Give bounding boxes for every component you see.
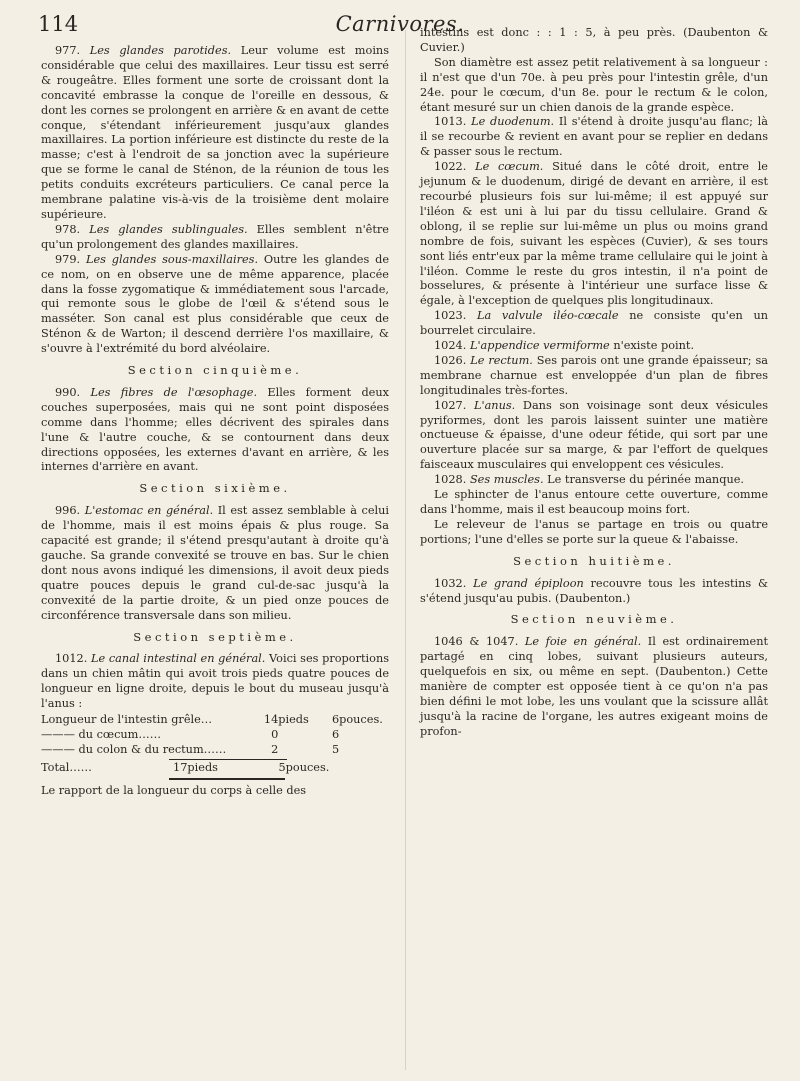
paragraph-sphincter: Le sphincter de l'anus entoure cette ouverture, comme dans l'homme, mais il est beaucoup moins fort. <box>420 488 768 516</box>
left-column <box>41 44 389 799</box>
paragraph-continuation: Le rapport de la longueur du corps à celle des <box>41 783 307 797</box>
ornamental-rule <box>169 778 285 780</box>
paragraph-1027: 1027. L'anus. Dans son voisinage sont deux vésicules pyriformes, dont les parois laissent suinter une matière onctueuse & épaisse, d'une odeur fétide, qui sort par une ouverture placée sur sa marge, & par l'effort de quelques faisceaux musculaires qui enveloppent ces vésicules. <box>420 398 769 472</box>
paragraph-979: 979. Les glandes sous-maxillaires. Outre les glandes de ce nom, on en observe une de même apparence, placée dans la fosse zygomatique & immédiatement sous l'arcade, qui remonte sous le globe de l'œil & s'étend sous le masséter. Son canal est plus considérable que ceux de Sténon & de Warton; il descend derrière l'os maxillaire, & s'ouvre à l'extrémité du bord alvéolaire. <box>41 252 389 356</box>
measure-row: ——— du cœcum…… 0 6 <box>41 727 340 741</box>
paragraph-1024: 1024. L'appendice vermiforme n'existe point. <box>434 339 695 353</box>
total-rule <box>169 759 287 760</box>
paragraph-990: 990. Les fibres de l'œsophage. Elles forment deux couches superposées, mais qui ne sont point disposées comme dans l'homme; elles décrivent des spirales dans l'une & l'autre couche, & se contournent dans deux directions opposées, les externes d'avant en arrière, & les internes d'arrière en avant. <box>41 385 390 474</box>
measure-row: Longueur de l'intestin grêle… 14 pieds 6 pouces. <box>41 713 383 727</box>
section-heading-9: Section neuvième. <box>510 612 678 627</box>
section-heading-5: Section cinquième. <box>127 363 303 378</box>
section-heading-6: Section sixième. <box>139 481 291 496</box>
paragraph-1013: 1013. Le duodenum. Il s'étend à droite jusqu'au flanc; là il se recourbe & revient en avant pour se replier en dedans & passer sous le rectum. <box>420 115 769 159</box>
measure-total: Total…… 17 pieds 5 pouces. <box>41 760 330 774</box>
paragraph-1028: 1028. Ses muscles. Le transverse du périnée manque. <box>434 473 744 487</box>
paragraph-continued: intestins est donc : : 1 : 5, à peu près. (Daubenton & Cuvier.) <box>420 26 768 54</box>
paragraph-diameter: Son diamètre est assez petit relativement à sa longueur : il n'est que d'un 70e. à peu près pour l'intestin grêle, d'un 24e. pour le cœcum, d'un 8e. pour le rectum & le colon, étant mesuré sur un chien danois de la grande espèce. <box>420 55 768 114</box>
intestine-measure-table <box>41 713 389 758</box>
paragraph-releveur: Le releveur de l'anus se partage en trois ou quatre portions; l'une d'elles se porte sur la queue & l'abaisse. <box>420 517 768 546</box>
running-title: Carnivores. <box>335 12 465 36</box>
paragraph-978: 978. Les glandes sublinguales. Elles semblent n'être qu'un prolongement des glandes maxillaires. <box>41 222 389 251</box>
paragraph-1032: 1032. Le grand épiploon recouvre tous les intestins & s'étend jusqu'au pubis. (Daubenton.) <box>420 576 768 605</box>
section-heading-7: Section septième. <box>133 629 297 644</box>
paragraph-996: 996. L'estomac en général. Il est assez semblable à celui de l'homme, mais il est moins épais & plus rouge. Sa capacité est grande; il s'étend presqu'autant à droite qu'à gauche. Sa grande convexité se trouve en bas. Sur le chien dont nous avons indiqué les dimensions, il avoit deux pieds quatre pouces depuis le grand cul-de-sac jusqu'à la convexité de la partie droite, & un pied onze pouces de circonférence transversale dans son milieu. <box>41 504 390 622</box>
paragraph-1023: 1023. La valvule iléo-cœcale ne consiste qu'en un bourrelet circulaire. <box>420 309 769 338</box>
paragraph-1046: 1046 & 1047. Le foie en général. Il est ordinairement partagé en cinq lobes, suivant plusieurs auteurs, quelquefois en six, ou même en sept. (Daubenton.) Cette manière de compter est opposée tient à ce qu'on n'a pas bien défini le mot lobe, les uns voulant que la scissure allât jusqu'à la racine de l'organe, les autres exigeant moins de profon- <box>420 635 769 738</box>
column-divider <box>405 30 406 1070</box>
paragraph-977: 977. Les glandes parotides. Leur volume est moins considérable que celui des maxillaires. Leur tissu est serré & rougeâtre. Elles forment une sorte de croissant dont la concavité embrasse la conque de l'oreille en dessous, & dont les cornes se prolongent en arrière & en avant de cette conque, s'étendant inférieurement jusqu'aux glandes maxillaires. La portion inférieure est distincte du reste de la masse; c'est à l'endroit de sa jonction avec la supérieure que se forme le canal de Sténon, de la réunion de tous les petits conduits excréteurs particuliers. Ce canal perce la membrane palatine vis-à-vis de la troisième dent molaire supérieure. <box>41 44 390 221</box>
right-column <box>420 26 768 740</box>
paragraph-1026: 1026. Le rectum. Ses parois ont une grande épaisseur; sa membrane charnue est enveloppée d'un plan de fibres longitudinales très-fortes. <box>420 353 768 397</box>
paragraph-1022: 1022. Le cœcum. Situé dans le côté droit, entre le jejunum & le duodenum, dirigé de devant en arrière, il est recourbé plusieurs fois sur lui-même; il est appuyé sur l'iléon & est uni à lui par du tissu cellulaire. Grand & oblong, il se replie sur lui-même un plus ou moins grand nombre de fois, suivant les espèces (Cuvier), & ses tours sont liés entr'eux par la même trame cellulaire qui le joint à l'iléon. Comme le reste du gros intestin, il n'a point de bosselures, & présente à l'intérieur une surface lisse & égale, à l'exception de quelques plis longitudinaux. <box>420 160 768 308</box>
paragraph-1012: 1012. Le canal intestinal en général. Voici ses proportions dans un chien mâtin qui avoit trois pieds quatre pouces de longueur en ligne droite, depuis le bout du museau jusqu'à l'anus : <box>41 652 390 711</box>
page-number: 114 <box>38 12 79 36</box>
measure-row: ——— du colon & du rectum…… 2 5 <box>41 742 340 756</box>
section-heading-8: Section huitième. <box>513 553 675 568</box>
